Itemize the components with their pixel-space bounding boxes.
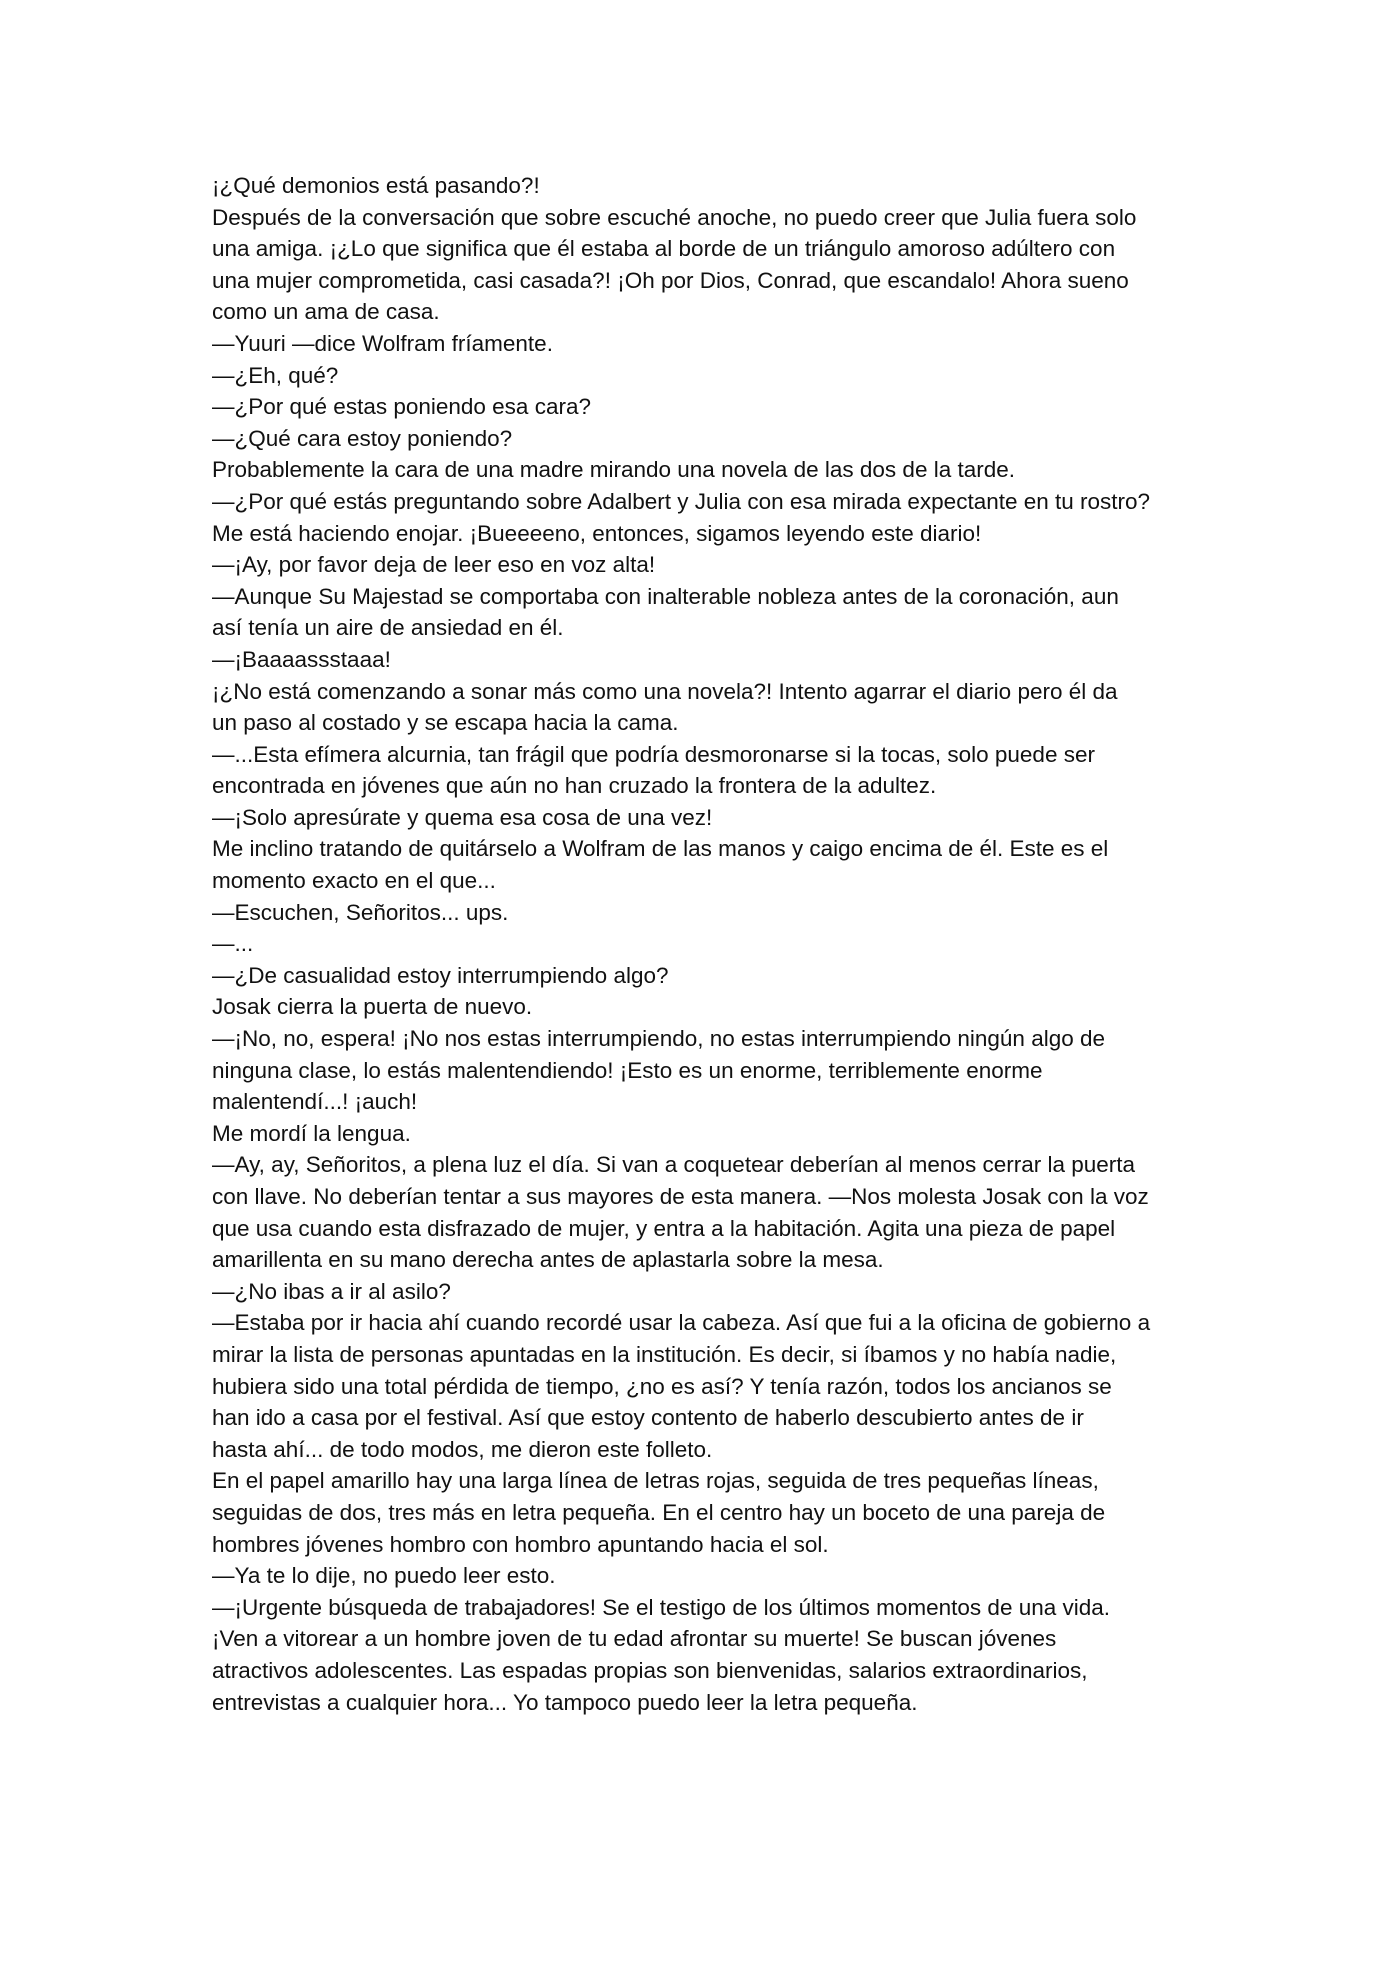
text-line: que usa cuando esta disfrazado de mujer, y entra a la habitación. Agita una pieza de papel (212, 1215, 1116, 1241)
text-line: —...Esta efímera alcurnia, tan frágil que podría desmoronarse si la tocas, solo puede ser (212, 741, 1095, 767)
text-line: —Ay, ay, Señoritos, a plena luz el día. Si van a coquetear deberían al menos cerrar la puerta (212, 1152, 1136, 1178)
text-line: —¡No, no, espera! ¡No nos estas interrumpiendo, no estas interrumpiendo ningún algo de (212, 1026, 1106, 1052)
text-line: encontrada en jóvenes que aún no han cruzado la frontera de la adultez. (212, 773, 937, 799)
text-line: amarillenta en su mano derecha antes de aplastarla sobre la mesa. (212, 1247, 884, 1273)
text-line: —¡Solo apresúrate y quema esa cosa de una vez! (212, 804, 713, 830)
text-line: —¿De casualidad estoy interrumpiendo algo? (212, 962, 669, 988)
text-line: Probablemente la cara de una madre mirando una novela de las dos de la tarde. (212, 457, 1016, 483)
text-line: —Ya te lo dije, no puedo leer esto. (212, 1563, 556, 1589)
text-line: han ido a casa por el festival. Así que estoy contento de haberlo descubierto antes de ir (212, 1405, 1084, 1431)
text-line: —Escuchen, Señoritos... ups. (212, 899, 509, 925)
text-line: Josak cierra la puerta de nuevo. (212, 994, 533, 1020)
text-line: ninguna clase, lo estás malentendiendo! ¡Esto es un enorme, terriblemente enorme (212, 1057, 1043, 1083)
text-line: hasta ahí... de todo modos, me dieron este folleto. (212, 1436, 713, 1462)
text-line: seguidas de dos, tres más en letra pequeña. En el centro hay un boceto de una pareja de (212, 1499, 1106, 1525)
text-line: —¿Eh, qué? (212, 362, 339, 388)
text-line: —¿No ibas a ir al asilo? (212, 1278, 451, 1304)
text-line: Me mordí la lengua. (212, 1120, 411, 1146)
text-line: ¡¿Qué demonios está pasando?! (212, 173, 540, 198)
text-line: atractivos adolescentes. Las espadas propias son bienvenidas, salarios extraordinarios, (212, 1657, 1088, 1683)
text-line: con llave. No deberían tentar a sus mayores de esta manera. —Nos molesta Josak con la voz (212, 1184, 1149, 1209)
document-body (212, 170, 1212, 1718)
text-line: —Aunque Su Majestad se comportaba con inalterable nobleza antes de la coronación, aun (212, 583, 1119, 609)
text-line: —¡Baaaassstaaa! (212, 646, 391, 672)
text-line: —¡Ay, por favor deja de leer eso en voz alta! (212, 552, 656, 578)
text-line: una amiga. ¡¿Lo que significa que él estaba al borde de un triángulo amoroso adúltero con (212, 236, 1116, 262)
text-line: una mujer comprometida, casi casada?! ¡Oh por Dios, Conrad, que escandalo! Ahora sueno (212, 267, 1129, 293)
text-line: un paso al costado y se escapa hacia la cama. (212, 710, 679, 736)
text-line: malentendí...! ¡auch! (212, 1089, 418, 1115)
text-line: como un ama de casa. (212, 299, 440, 325)
text-line: En el papel amarillo hay una larga línea de letras rojas, seguida de tres pequeñas líneas, (212, 1468, 1099, 1494)
text-line: Después de la conversación que sobre escuché anoche, no puedo creer que Julia fuera solo (212, 204, 1137, 230)
text-line: —¿Por qué estas poniendo esa cara? (212, 394, 591, 420)
text-line: —Estaba por ir hacia ahí cuando recordé usar la cabeza. Así que fui a la oficina de gobierno a (212, 1310, 1151, 1336)
text-line: —¿Qué cara estoy poniendo? (212, 425, 513, 451)
text-line: Me inclino tratando de quitárselo a Wolfram de las manos y caigo encima de él. Este es el (212, 836, 1109, 862)
text-line: entrevistas a cualquier hora... Yo tampoco puedo leer la letra pequeña. (212, 1689, 918, 1715)
text-line: hubiera sido una total pérdida de tiempo, ¿no es así? Y tenía razón, todos los ancianos se (212, 1373, 1112, 1399)
text-line: —Yuuri —dice Wolfram fríamente. (212, 330, 553, 356)
text-line: mirar la lista de personas apuntadas en la institución. Es decir, si íbamos y no había nadie, (212, 1341, 1117, 1367)
text-line: así tenía un aire de ansiedad en él. (212, 615, 564, 641)
text-line: ¡¿No está comenzando a sonar más como una novela?! Intento agarrar el diario pero él da (212, 678, 1118, 704)
text-line: momento exacto en el que... (212, 868, 496, 894)
text-line: Me está haciendo enojar. ¡Bueeeeno, entonces, sigamos leyendo este diario! (212, 520, 982, 546)
text-line: —¡Urgente búsqueda de trabajadores! Se el testigo de los últimos momentos de una vida. (212, 1594, 1111, 1620)
text-line: ¡Ven a vitorear a un hombre joven de tu edad afrontar su muerte! Se buscan jóvenes (212, 1626, 1057, 1652)
text-line: hombres jóvenes hombro con hombro apuntando hacia el sol. (212, 1531, 829, 1557)
text-line: —¿Por qué estás preguntando sobre Adalbert y Julia con esa mirada expectante en tu rostro? (212, 488, 1151, 514)
text-line: —... (212, 931, 254, 957)
